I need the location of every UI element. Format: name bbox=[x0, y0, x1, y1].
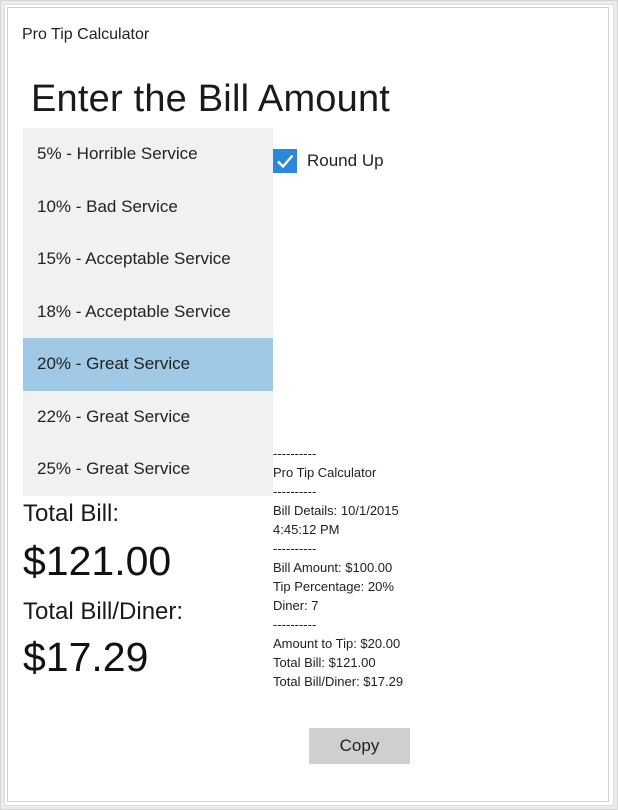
details-line: Bill Amount: $100.00 bbox=[273, 560, 393, 575]
tip-option[interactable]: 20% - Great Service bbox=[23, 338, 273, 391]
checkmark-icon bbox=[275, 151, 295, 171]
details-line: Diner: 7 bbox=[273, 598, 319, 613]
tip-option[interactable]: 15% - Acceptable Service bbox=[37, 249, 231, 269]
details-line: Pro Tip Calculator bbox=[273, 465, 377, 480]
app-title: Pro Tip Calculator bbox=[22, 26, 150, 43]
per-diner-label: Total Bill/Diner: bbox=[23, 598, 184, 625]
details-line: ---------- bbox=[273, 446, 317, 461]
details-line: ---------- bbox=[273, 541, 317, 556]
copy-button[interactable]: Copy bbox=[309, 728, 410, 764]
tip-option[interactable]: 25% - Great Service bbox=[37, 459, 191, 479]
details-line: ---------- bbox=[273, 484, 317, 499]
tip-option[interactable]: 10% - Bad Service bbox=[37, 196, 178, 216]
tip-option[interactable]: 5% - Horrible Service bbox=[37, 144, 198, 164]
round-up-checkbox[interactable] bbox=[273, 149, 384, 173]
tip-percentage-list[interactable] bbox=[23, 128, 273, 496]
details-line: Amount to Tip: $20.00 bbox=[273, 636, 401, 651]
details-line: Total Bill/Diner: $17.29 bbox=[273, 674, 404, 689]
details-line: Total Bill: $121.00 bbox=[273, 655, 376, 670]
details-line: 4:45:12 PM bbox=[273, 522, 340, 537]
details-line: Bill Details: 10/1/2015 bbox=[273, 503, 399, 518]
bill-details-text bbox=[273, 444, 473, 691]
checkbox-box[interactable] bbox=[273, 149, 297, 173]
total-bill-value: $121.00 bbox=[23, 538, 172, 584]
per-diner-value: $17.29 bbox=[23, 634, 149, 680]
details-line: Tip Percentage: 20% bbox=[273, 579, 394, 594]
tip-option[interactable]: 22% - Great Service bbox=[37, 406, 191, 426]
details-line: ---------- bbox=[273, 617, 317, 632]
round-up-label: Round Up bbox=[307, 151, 384, 170]
page-heading: Enter the Bill Amount bbox=[31, 78, 391, 120]
tip-option[interactable]: 18% - Acceptable Service bbox=[37, 301, 231, 321]
total-bill-label: Total Bill: bbox=[23, 500, 120, 527]
